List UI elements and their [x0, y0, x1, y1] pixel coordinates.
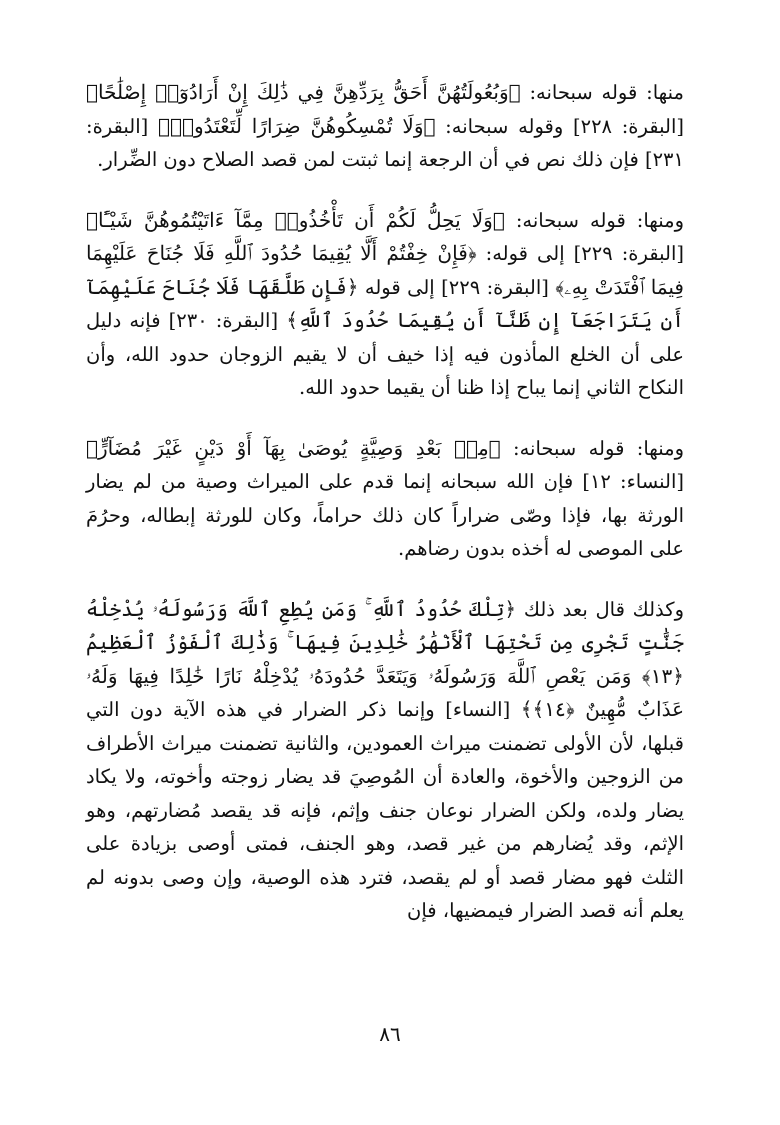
- text-segment: [البقرة: ٢٣١] فإن ذلك نص في أن الرجعة إنما ثبتت لمن قصد الصلاح دون الضِّرار.: [86, 114, 684, 171]
- quran-verse: ﴿فَإِن طَلَّقَهَا فَلَا جُنَاحَ عَلَيْهِمَآ أَن يَتَرَاجَعَآ إِن ظَنَّآ أَن يُقِيمَا حُدُودَ ٱللَّهِ﴾: [86, 274, 684, 332]
- text-segment: ومنها: قوله سبحانه:: [500, 436, 684, 460]
- text-segment: منها: قوله سبحانه:: [520, 81, 685, 104]
- paragraph-2: [86, 204, 684, 405]
- text-segment: ومنها: قوله سبحانه:: [504, 208, 684, 232]
- text-segment: [البقرة: ٢٢٨] وقوله سبحانه:: [435, 114, 684, 138]
- quran-verse: ﴿تِلْكَ حُدُودُ ٱللَّهِ ۚ وَمَن يُطِعِ ٱللَّهَ وَرَسُولَهُۥ يُدْخِلْهُ جَنَّٰتٍ تَجْرِى مِن تَحْتِهَا ٱلْأَنْهَٰرُ خَٰلِدِينَ فِيهَا ۚ وَذَٰلِكَ ٱلْفَوْزُ ٱلْعَظِيمُ ﴿١٣﴾ وَمَن يَعْصِ ٱللَّهَ وَرَسُولَهُۥ وَيَتَعَدَّ حُدُودَهُۥ يُدْخِلْهُ نَارًا خَٰلِدًا فِيهَا وَلَهُۥ عَذَابٌ مُّهِينٌ ﴿١٤﴾﴾: [86, 596, 685, 721]
- quran-verse: ﴿وَلَا يَحِلُّ لَكُمْ أَن تَأْخُذُوا۟ مِمَّآ ءَاتَيْتُمُوهُنَّ شَيْـًٔا﴾: [86, 207, 505, 232]
- text-segment: [البقرة: ٢٢٩] إلى قوله: [358, 275, 556, 299]
- quran-verse: ﴿وَلَا تُمْسِكُوهُنَّ ضِرَارًا لِّتَعْتَدُوا۟﴾: [157, 113, 436, 138]
- paragraph-3: [86, 432, 684, 566]
- quran-verse: ﴿وَبُعُولَتُهُنَّ أَحَقُّ بِرَدِّهِنَّ فِي ذَٰلِكَ إِنْ أَرَادُوٓا۟ إِصْلَٰحًا﴾: [86, 80, 521, 104]
- quran-verse: ﴿فَإِنْ خِفْتُمْ أَلَّا يُقِيمَا حُدُودَ ٱللَّهِ فَلَا جُنَاحَ عَلَيْهِمَا فِيمَا ٱفْتَدَتْ بِهِۦ﴾: [86, 241, 684, 299]
- text-segment: [البقرة: ٢٢٩] إلى قوله:: [476, 242, 684, 265]
- text-segment: [النساء: ١٢] فإن الله سبحانه إنما قدم على الميراث وصية من لم يضار الورثة بها، فإذا وصّى ضراراً كان ذلك حراماً، وكان للورثة إبطاله، وحرُمَ على الموصى له أخذه بدون رضاهم.: [86, 470, 684, 560]
- quran-verse: ﴿مِنۢ بَعْدِ وَصِيَّةٍ يُوصَىٰ بِهَآ أَوْ دَيْنٍ غَيْرَ مُضَآرٍّ﴾: [86, 435, 501, 460]
- text-segment: وكذلك قال بعد ذلك: [516, 597, 684, 621]
- paragraph-4: [86, 593, 684, 928]
- text-segment: [النساء] وإنما ذكر الضرار في هذه الآية دون التي قبلها، لأن الأولى تضمنت ميراث العمودين، والثانية تضمنت ميراث الأطراف من الزوجين والأخوة، والعادة أن المُوصِيَ قد يضار زوجته وأخوته، ولا يكاد يضار ولده، ولكن الضرار نوعان جنف وإثم، فإنه قد يقصد مُضارتهم، وهو الإثم، وقد يُضارهم من غير قصد، وهو الجنف، فمتى أوصى بزيادة على الثلث فهو مضار قصد أو لم يقصد، فترد هذه الوصية، وإن وصى بدونه لم يعلم أنه قصد الضرار فيمضيها، فإن: [86, 698, 684, 922]
- paragraph-1: [86, 76, 684, 177]
- page-number: ٨٦: [379, 1022, 401, 1046]
- text-segment: [البقرة: ٢٣٠] فإنه دليل على أن الخلع المأذون فيه إذا خيف أن لا يقيم الزوجان حدود الله، وأن النكاح الثاني إنما يباح إذا ظنا أن يقيما حدود الله.: [86, 309, 684, 399]
